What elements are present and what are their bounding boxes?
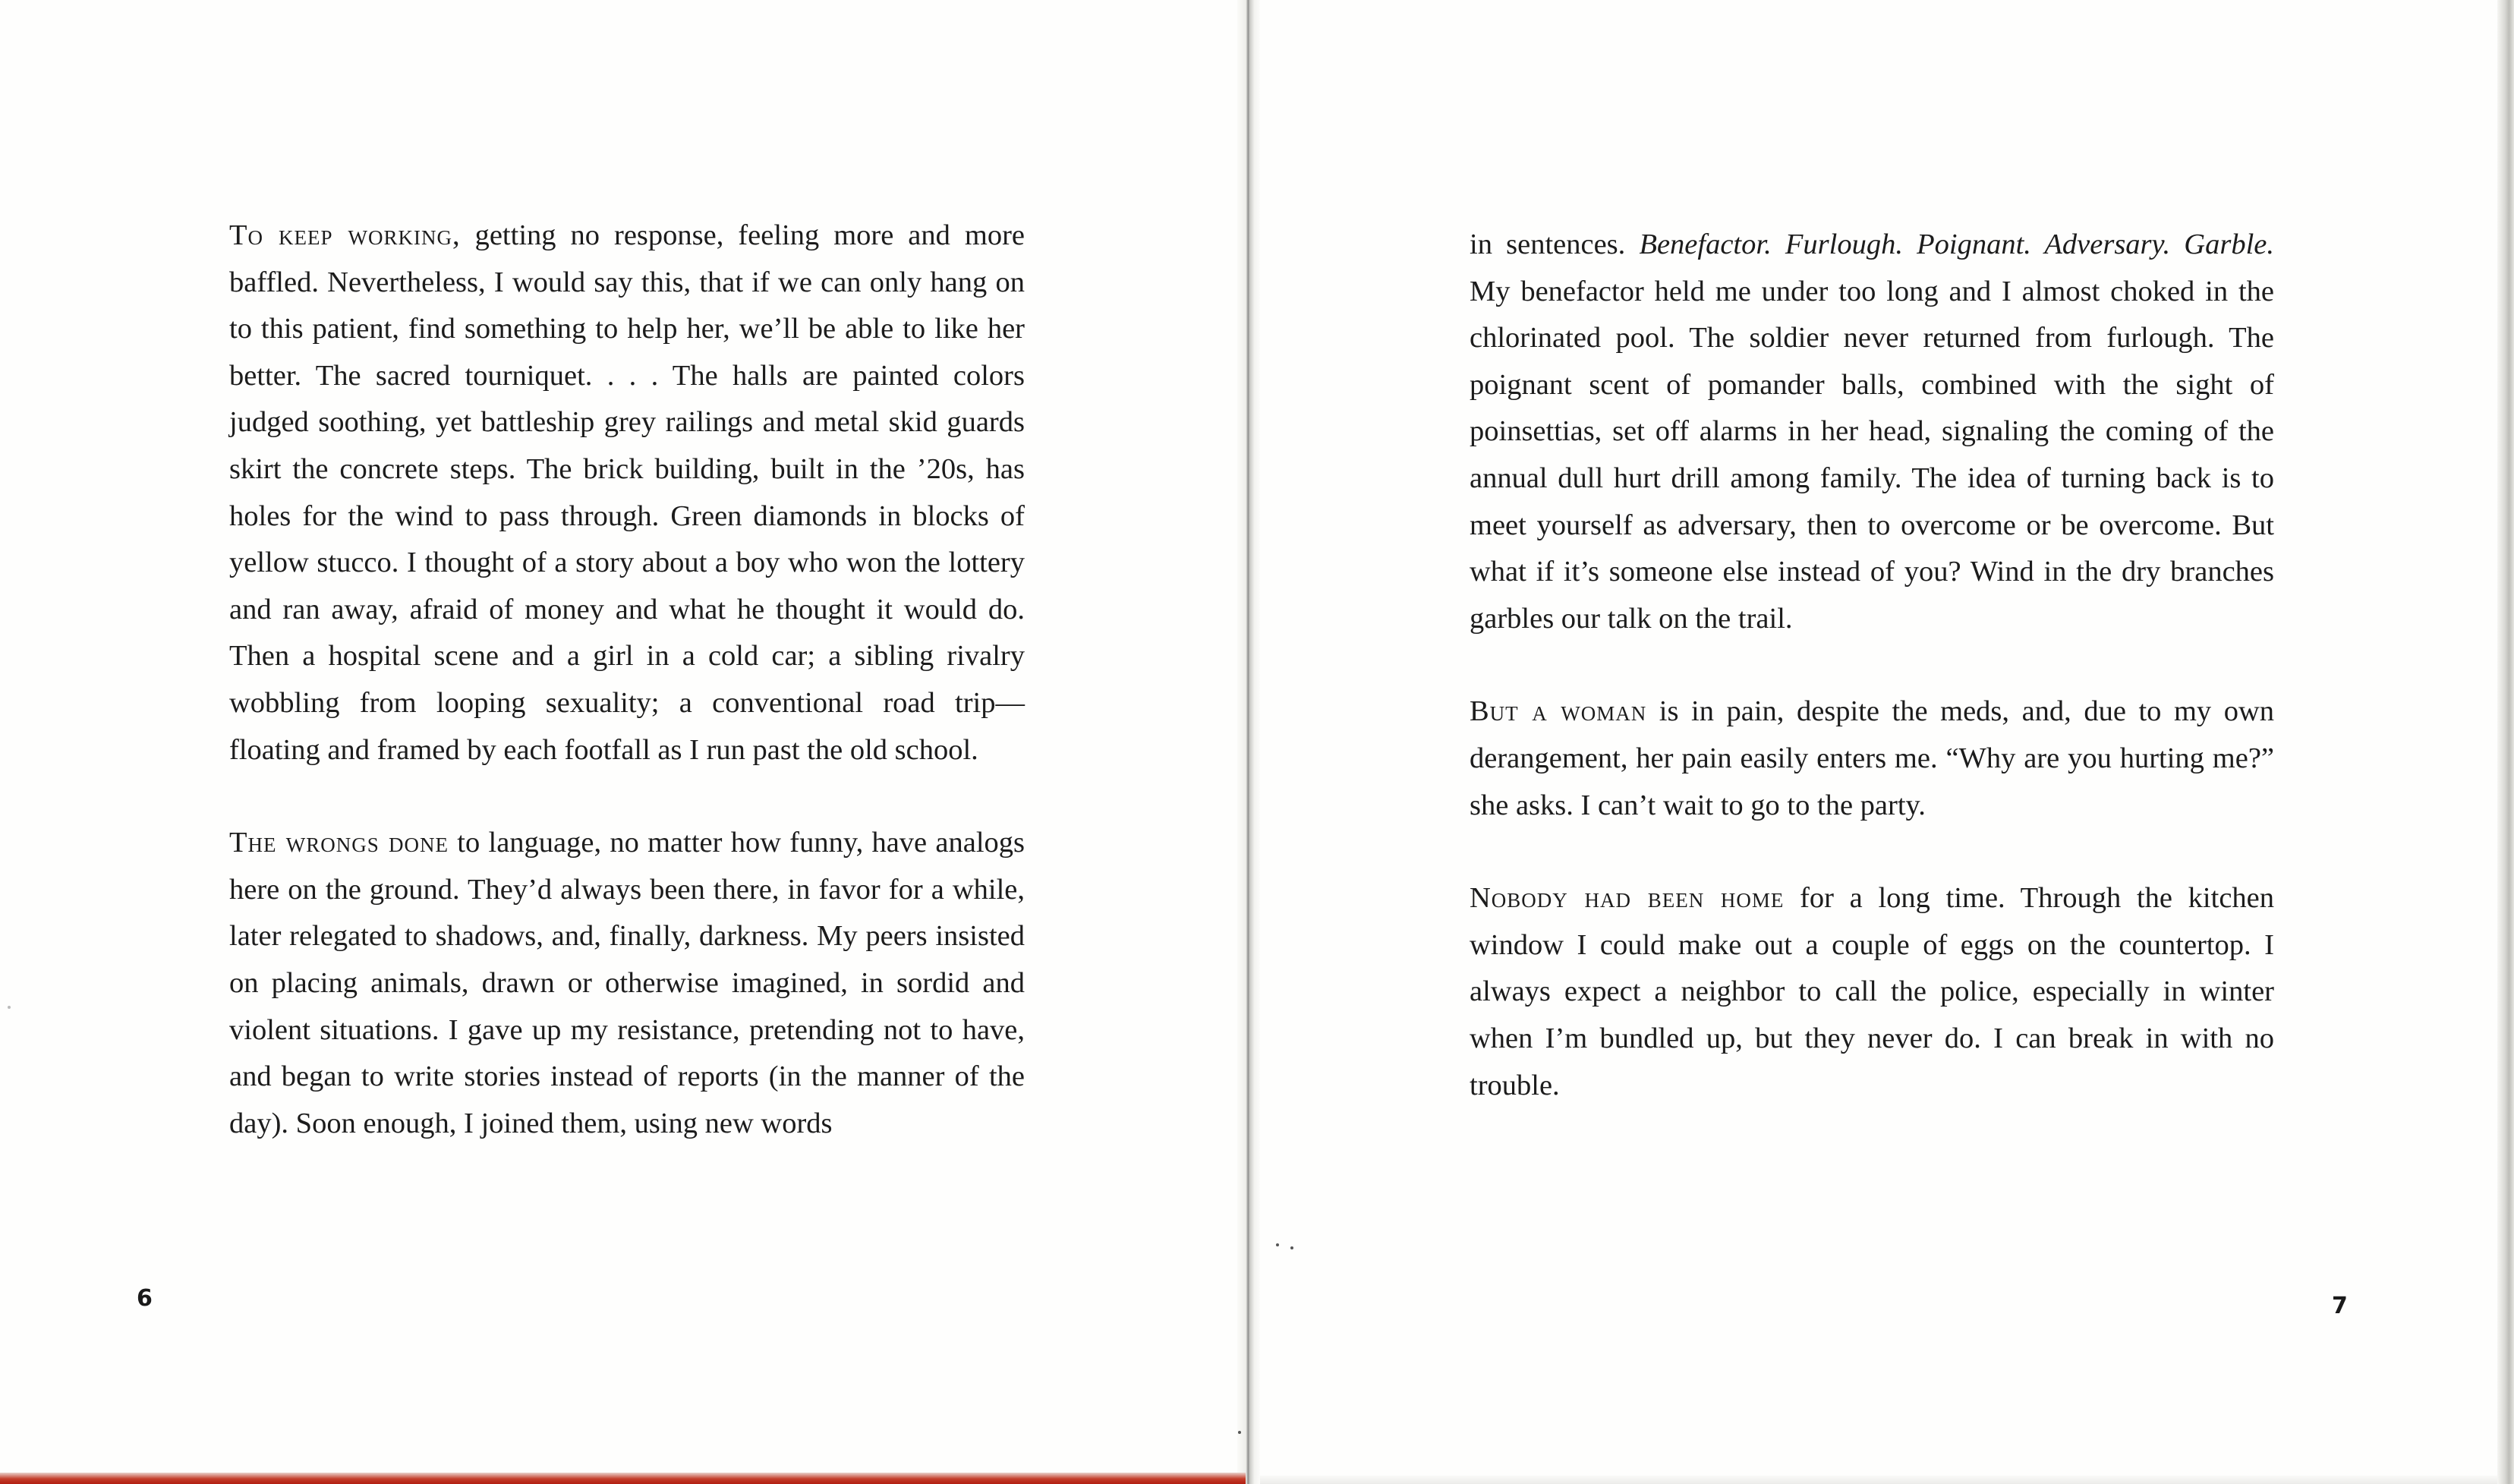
paragraph-lead: Nobody had been home	[1470, 882, 1785, 915]
vocabulary-words: Benefactor. Furlough. Poignant. Adversary. Garble.	[1639, 228, 2274, 260]
right-page-text	[1470, 222, 2274, 1155]
scan-speck	[1290, 1246, 1293, 1249]
page-number-right: 7	[2332, 1293, 2348, 1319]
left-page	[0, 0, 1246, 1484]
page-bottom-edge	[1260, 1476, 2497, 1484]
paragraph-body: to language, no matter how funny, have analogs here on the ground. They’d always been there, in favor for a while, later relegated to shadows, and, finally, darkness. My peers insisted on placing animals, drawn or otherwise imagined, in sordid and violent situations. I gave up my resistance, pretending not to have, and began to write stories instead of reports (in the manner of the day). Soon enough, I joined them, using new words	[229, 827, 1025, 1139]
paragraph-lead: The wrongs done	[229, 827, 449, 859]
scan-speck	[1238, 1431, 1241, 1434]
paragraph-keep-working	[229, 213, 1025, 774]
paragraph-wrongs-done	[229, 820, 1025, 1147]
paragraph-nobody-home	[1470, 875, 2274, 1109]
paragraph-body: getting no response, feeling more and more baffled. Nevertheless, I would say this, that if we can only hang on to this patient, find something to help her, we’ll be able to like her better. The sacred tourniquet. . . . The halls are painted colors judged soothing, yet battleship grey railings and metal skid guards skirt the concrete steps. The brick building, built in the ’20s, has holes for the wind to pass through. Green diamonds in blocks of yellow stucco. I thought of a story about a boy who won the lottery and ran away, afraid of money and what he thought it would do. Then a hospital scene and a girl in a cold car; a sibling rivalry wobbling from looping sexuality; a conventional road trip—floating and framed by each footfall as I run past the old school.	[229, 219, 1025, 766]
paragraph-lead: To keep working,	[229, 219, 461, 251]
continuation-rest: My benefactor held me under too long and I almost choked in the chlorinated pool. The soldier never returned from furlough. The poignant scent of pomander balls, combined with the sight of poinsettias, set off alarms in her head, signaling the coming of the annual dull hurt drill among family. The idea of turning back is to meet yourself as adversary, then to overcome or be overcome. But what if it’s someone else instead of you? Wind in the dry branches garbles our talk on the trail.	[1470, 275, 2274, 635]
paragraph-lead: But a woman	[1470, 695, 1647, 728]
paragraph-body: for a long time. Through the kitchen window I could make out a couple of eggs on the countertop. I always expect a neighbor to call the police, especially in winter when I’m bundled up, but they never do. I can break in with no trouble.	[1470, 882, 2274, 1101]
paragraph-continuation	[1470, 222, 2274, 642]
paragraph-body: is in pain, despite the meds, and, due to my own derangement, her pain easily enters me. “Why are you hurting me?” she asks. I can’t wait to go to the party.	[1470, 695, 2275, 821]
continuation-start: in sentences.	[1470, 228, 1640, 260]
page-number-left: 6	[137, 1285, 153, 1312]
scan-speck	[8, 1006, 11, 1009]
left-page-text	[229, 213, 1025, 1193]
book-gutter	[1237, 0, 1260, 1484]
page-edge-shadow	[2497, 0, 2514, 1484]
cover-edge-strip	[0, 1473, 1246, 1484]
scan-speck	[1276, 1243, 1279, 1246]
paragraph-but-a-woman	[1470, 688, 2274, 829]
